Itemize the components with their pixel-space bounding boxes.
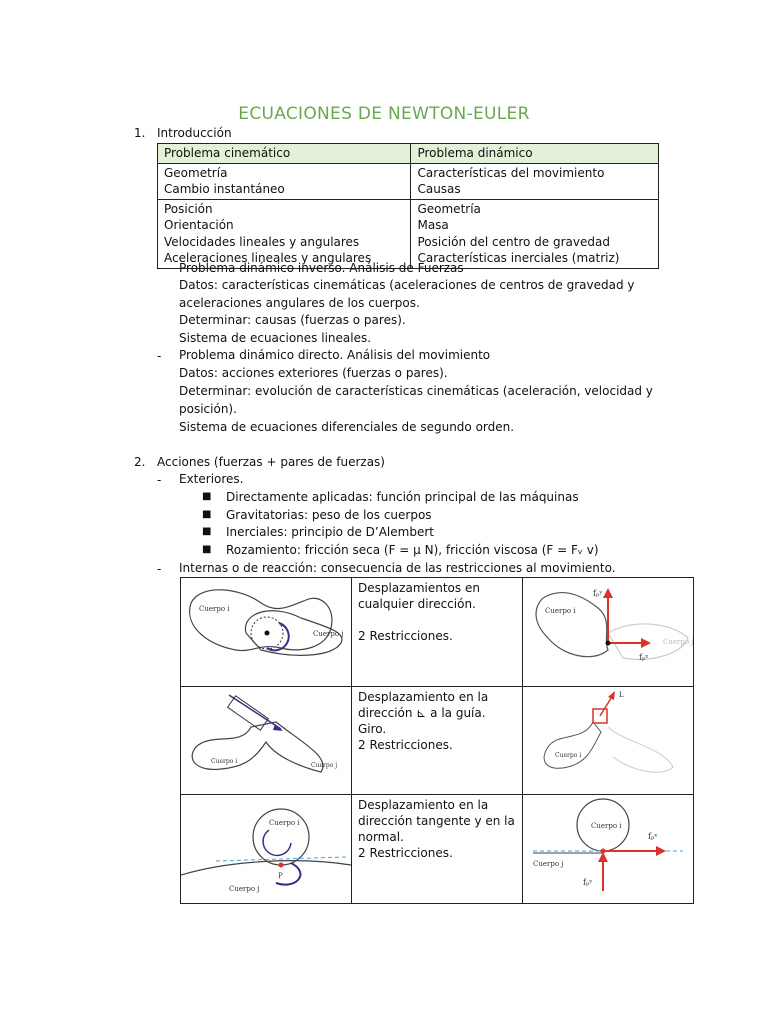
cell-line: Velocidades lineales y angulares [164, 234, 360, 249]
label-fpy: fₚʸ [583, 878, 593, 887]
direct-line: posición). [179, 402, 237, 416]
cell-line: Posición [164, 201, 213, 216]
restriction-line: 2 Restricciones. [358, 738, 453, 752]
rolling-force-figure [523, 795, 693, 900]
bullet-item: Directamente aplicadas: función principal de las máquinas [226, 490, 579, 504]
label-cuerpo-j: Cuerpo j [313, 630, 344, 638]
direct-line: Sistema de ecuaciones diferenciales de segundo orden. [179, 420, 515, 434]
table-cell [158, 163, 411, 199]
label-fpy: fₚʸ [593, 589, 603, 598]
label-cuerpo-i: Cuerpo i [545, 607, 576, 615]
force-figure [523, 578, 693, 683]
internas-heading: Internas o de reacción: consecuencia de las restricciones al movimiento. [179, 561, 616, 575]
restriction-line: Desplazamientos en [358, 581, 480, 595]
direct-line: Determinar: evolución de características cinemáticas (aceleración, velocidad y [179, 384, 653, 398]
cell-line: Características inerciales (matriz) [417, 251, 620, 265]
bullet-marker: ■ [202, 526, 212, 537]
cell-line: Causas [417, 182, 461, 196]
label-cuerpo-j: Cuerpo j [533, 860, 564, 868]
inverse-line: aceleraciones angulares de los cuerpos. [179, 296, 420, 310]
bullet-item: Inerciales: principio de D’Alembert [226, 525, 434, 539]
table-cell [411, 199, 659, 268]
figure-cell [523, 795, 694, 904]
label-p: P [278, 872, 283, 880]
restriction-line: Desplazamiento en la [358, 690, 489, 704]
inverse-line: Determinar: causas (fuerzas o pares). [179, 313, 406, 327]
cell-line: Características del movimiento [417, 165, 605, 180]
bullet-marker: ■ [202, 509, 212, 520]
table-header: Problema cinemático [158, 144, 411, 164]
bullet-item: Gravitatorias: peso de los cuerpos [226, 508, 432, 522]
inverse-line: Datos: características cinemáticas (aceleraciones de centros de gravedad y [179, 278, 635, 292]
comparison-table [157, 143, 659, 269]
cell-line: Posición del centro de gravedad [417, 234, 610, 249]
restriction-line: Desplazamiento en la [358, 798, 489, 812]
section-heading: Acciones (fuerzas + pares de fuerzas) [157, 455, 385, 469]
body-contact-figure [181, 578, 351, 683]
bullet-marker: ■ [202, 491, 212, 502]
label-fpx: fₚˣ [648, 832, 658, 841]
section-number: 1. [134, 126, 146, 140]
figure-cell [181, 795, 352, 904]
table-cell [158, 199, 411, 268]
description-cell [352, 578, 523, 687]
label-cuerpo-j: Cuerpo j [311, 762, 338, 769]
dash-marker: - [157, 473, 162, 487]
cell-line: Geometría [417, 201, 481, 216]
page-title: ECUACIONES DE NEWTON-EULER [238, 104, 530, 124]
restriction-line: Giro. [358, 722, 387, 736]
section-heading: Introducción [157, 126, 232, 140]
inverse-line: Sistema de ecuaciones lineales. [179, 331, 372, 345]
label-cuerpo-j: Cuerpo j [663, 638, 693, 646]
guide-figure [181, 687, 351, 791]
bullet-marker: ■ [202, 544, 212, 555]
restriction-line: dirección ⊾ a la guía. [358, 706, 486, 720]
description-cell [352, 687, 523, 795]
cell-line: Orientación [164, 218, 234, 232]
cell-line: Aceleraciones lineales y angulares [164, 251, 372, 265]
label-cuerpo-i: Cuerpo i [211, 758, 238, 765]
label-fpx: fₚˣ [639, 653, 649, 662]
label-cuerpo-i: Cuerpo i [199, 605, 230, 613]
dash-marker: - [157, 349, 162, 363]
cell-line: Cambio instantáneo [164, 182, 285, 196]
dash-marker: - [157, 562, 162, 576]
direct-line: Datos: acciones exteriores (fuerzas o pares). [179, 366, 448, 380]
label-l: L [619, 691, 624, 699]
restriction-line: 2 Restricciones. [358, 846, 453, 860]
figure-cell [523, 687, 694, 795]
restriction-line: dirección tangente y en la [358, 814, 515, 828]
inverse-heading: Problema dinámico inverso. Análisis de Fuerzas [179, 261, 464, 275]
direct-heading: Problema dinámico directo. Análisis del movimiento [179, 348, 491, 362]
restriction-line: 2 Restricciones. [358, 629, 453, 643]
guide-force-figure [523, 687, 693, 791]
bullet-item: Rozamiento: fricción seca (F = μ N), fricción viscosa (F = Fᵥ v) [226, 543, 599, 557]
label-cuerpo-i: Cuerpo i [269, 819, 300, 827]
figure-cell [523, 578, 694, 687]
restriction-line: normal. [358, 830, 404, 844]
exteriores-heading: Exteriores. [179, 472, 244, 486]
label-cuerpo-j: Cuerpo j [229, 885, 260, 893]
label-cuerpo-i: Cuerpo i [555, 752, 582, 759]
cell-line: Masa [417, 218, 449, 232]
restriction-line [358, 612, 516, 628]
table-header: Problema dinámico [411, 144, 659, 164]
restrictions-table [180, 577, 694, 904]
description-cell [352, 795, 523, 904]
label-cuerpo-i: Cuerpo i [591, 822, 622, 830]
cell-line: Geometría [164, 165, 228, 180]
rolling-figure [181, 795, 351, 900]
restriction-line: cualquier dirección. [358, 597, 476, 611]
dash-marker: - [157, 261, 162, 275]
figure-cell [181, 578, 352, 687]
figure-cell [181, 687, 352, 795]
table-cell [411, 163, 659, 199]
section-number: 2. [134, 455, 146, 469]
